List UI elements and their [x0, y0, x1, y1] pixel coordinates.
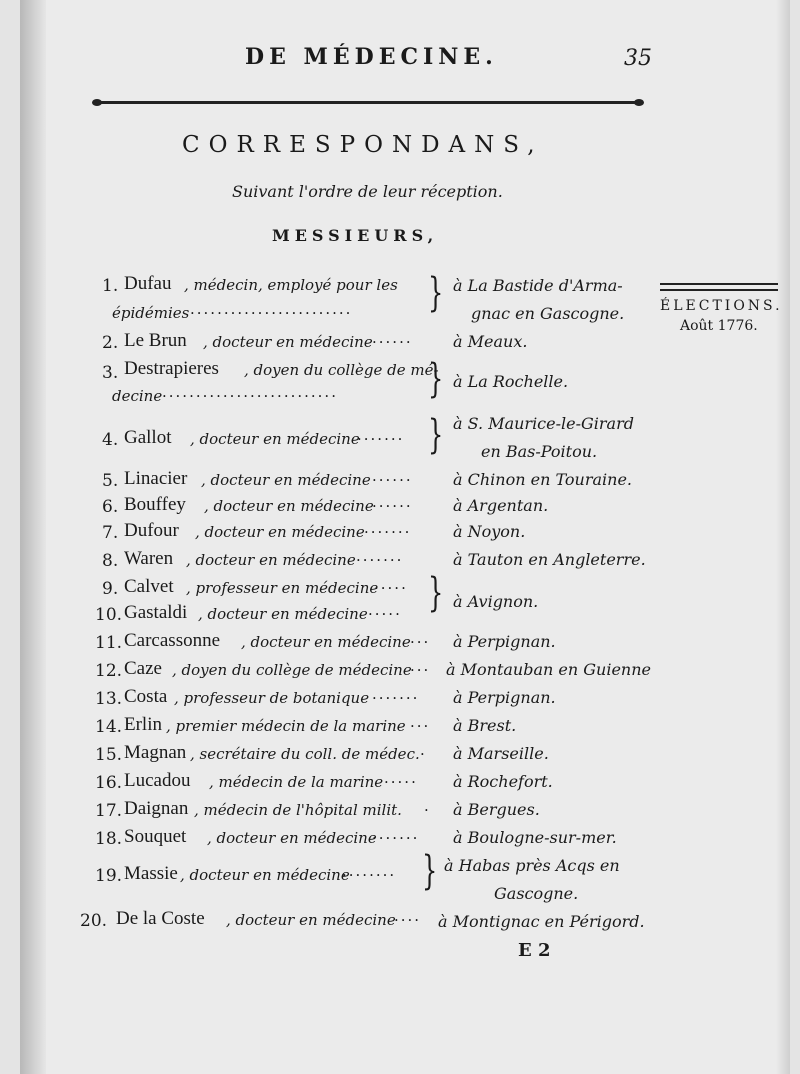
entry-name: De la Coste	[116, 908, 205, 929]
entry-place-cont: en Bas-Poitou.	[481, 442, 598, 461]
entry-description: , docteur en médecine	[186, 551, 356, 569]
entry-place: à La Rochelle.	[453, 372, 569, 391]
entry-name: Souquet	[124, 826, 187, 847]
entry-description: , docteur en médecine	[198, 605, 368, 623]
entry-place: à Perpignan.	[453, 688, 556, 707]
entry-place: à Rochefort.	[453, 772, 553, 791]
entry-place: à Marseille.	[453, 744, 549, 763]
entry-place: à Habas près Acqs en	[444, 856, 620, 875]
leader-dots: ·······	[372, 829, 420, 847]
entry-name: Caze	[124, 658, 162, 679]
entry-description: , premier médecin de la marine	[166, 717, 406, 735]
entry-place: à La Bastide d'Arma-	[453, 276, 623, 295]
brace: }	[428, 356, 444, 402]
entry-number: 7.	[102, 523, 119, 543]
page-edge-shadow	[776, 0, 790, 1074]
entry-number: 8.	[102, 551, 119, 571]
running-head: DE MÉDECINE.	[245, 44, 498, 70]
entry-name: Le Brun	[124, 330, 187, 351]
entry-number: 18.	[95, 829, 123, 849]
entry-name: Dufour	[124, 520, 179, 541]
entry-number: 2.	[102, 333, 119, 353]
entry-name: Carcassonne	[124, 630, 221, 651]
leader-dots: ······	[372, 471, 413, 489]
signature-mark: E 2	[518, 940, 551, 961]
entry-description: , docteur en médecine	[190, 430, 360, 448]
entry-name: Costa	[124, 686, 168, 707]
entry-place: à Chinon en Touraine.	[453, 470, 633, 489]
entry-number: 9.	[102, 579, 119, 599]
entry-description: , doyen du collège de mé-	[244, 361, 439, 379]
leader-dots: ··························	[162, 387, 338, 405]
entry-number: 12.	[95, 661, 123, 681]
entry-description: , professeur en médecine	[186, 579, 379, 597]
entry-description: , docteur en médecine	[226, 911, 396, 929]
entry-place: à Bergues.	[453, 800, 540, 819]
entry-name: Gallot	[124, 427, 172, 448]
entry-description: , docteur en médecine	[241, 633, 411, 651]
leader-dots: ·····	[374, 579, 408, 597]
entry-description: , docteur en médecine	[201, 471, 371, 489]
leader-dots: ···	[410, 633, 431, 651]
leader-dots: ·	[420, 745, 427, 763]
leader-dots: ···	[410, 717, 431, 735]
entry-name: Gastaldi	[124, 602, 188, 623]
leader-dots: ·······	[364, 523, 412, 541]
entry-number: 20.	[80, 911, 108, 931]
entry-place: à S. Maurice-le-Girard	[453, 414, 634, 433]
entry-description: , docteur en médecine	[207, 829, 377, 847]
entry-description: , docteur en médecine	[195, 523, 365, 541]
entry-place: à Noyon.	[453, 522, 526, 541]
brace: }	[422, 848, 438, 894]
entry-description: , secrétaire du coll. de médec.	[190, 745, 420, 763]
entry-place-cont: gnac en Gascogne.	[471, 304, 625, 323]
entry-number: 3.	[102, 363, 119, 383]
leader-dots: ·····	[384, 773, 418, 791]
entry-place: à Boulogne-sur-mer.	[453, 828, 617, 847]
entry-name: Waren	[124, 548, 174, 569]
leader-dots: ······	[372, 333, 413, 351]
sidenote-rule-bottom	[660, 289, 778, 291]
page-title: CORRESPONDANS,	[182, 132, 544, 158]
page-gutter-shadow	[20, 0, 46, 1074]
entry-description: , médecin de l'hôpital milit.	[194, 801, 402, 819]
sidenote-elections: ÉLECTIONS.	[660, 298, 783, 314]
entry-name: Magnan	[124, 742, 187, 763]
entry-name: Calvet	[124, 576, 174, 597]
leader-dots: ························	[190, 304, 353, 322]
entry-place: à Perpignan.	[453, 632, 556, 651]
entry-name: Massie	[124, 863, 178, 884]
entry-number: 17.	[95, 801, 123, 821]
header-rule	[98, 101, 638, 104]
entry-description: , médecin de la marine	[209, 773, 384, 791]
entry-description: , docteur en médecine	[180, 866, 350, 884]
entry-description-cont: decine	[112, 387, 163, 405]
entry-number: 13.	[95, 689, 123, 709]
entry-number: 15.	[95, 745, 123, 765]
entry-description: , docteur en médecine	[204, 497, 374, 515]
entry-description: , doyen du collège de médecine	[172, 661, 412, 679]
sidenote-rule-top	[660, 283, 778, 285]
entry-name: Bouffey	[124, 494, 186, 515]
entry-number: 6.	[102, 497, 119, 517]
entry-number: 14.	[95, 717, 123, 737]
leader-dots: ·······	[357, 430, 405, 448]
leader-dots: ········	[342, 866, 397, 884]
page-subtitle: Suivant l'ordre de leur réception.	[232, 182, 503, 201]
leader-dots: ······	[372, 497, 413, 515]
entry-description-cont: épidémies	[112, 304, 190, 322]
entry-place: à Meaux.	[453, 332, 528, 351]
messieurs-heading: MESSIEURS,	[272, 226, 439, 245]
leader-dots: ·····	[368, 605, 402, 623]
page-number: 35	[624, 46, 652, 71]
entry-name: Dufau	[124, 273, 172, 294]
leader-dots: ·······	[356, 551, 404, 569]
entry-name: Destrapieres	[124, 358, 219, 379]
entry-place: à Argentan.	[453, 496, 549, 515]
entry-number: 16.	[95, 773, 123, 793]
entry-description: , médecin, employé pour les	[184, 276, 398, 294]
sidenote-date: Août 1776.	[680, 318, 758, 334]
entry-name: Linacier	[124, 468, 188, 489]
brace: }	[428, 570, 444, 616]
brace: }	[428, 412, 444, 458]
leader-dots: ···	[410, 661, 431, 679]
entry-name: Erlin	[124, 714, 162, 735]
entry-place: à Brest.	[453, 716, 517, 735]
leader-dots: ·······	[372, 689, 420, 707]
entry-number: 11.	[95, 633, 123, 653]
entry-description: , professeur de botanique	[174, 689, 370, 707]
entry-place: à Montignac en Périgord.	[438, 912, 645, 931]
entry-description: , docteur en médecine	[203, 333, 373, 351]
entry-name: Lucadou	[124, 770, 191, 791]
entry-number: 10.	[95, 605, 123, 625]
entry-place-cont: Gascogne.	[494, 884, 579, 903]
brace: }	[428, 270, 444, 316]
leader-dots: ·	[424, 801, 431, 819]
entry-name: Daignan	[124, 798, 189, 819]
leader-dots: ····	[394, 911, 422, 929]
entry-number: 5.	[102, 471, 119, 491]
entry-place: à Avignon.	[453, 592, 539, 611]
entry-place: à Tauton en Angleterre.	[453, 550, 646, 569]
entry-number: 1.	[102, 276, 119, 296]
entry-place: à Montauban en Guienne	[446, 660, 651, 679]
entry-number: 19.	[95, 866, 123, 886]
entry-number: 4.	[102, 430, 119, 450]
